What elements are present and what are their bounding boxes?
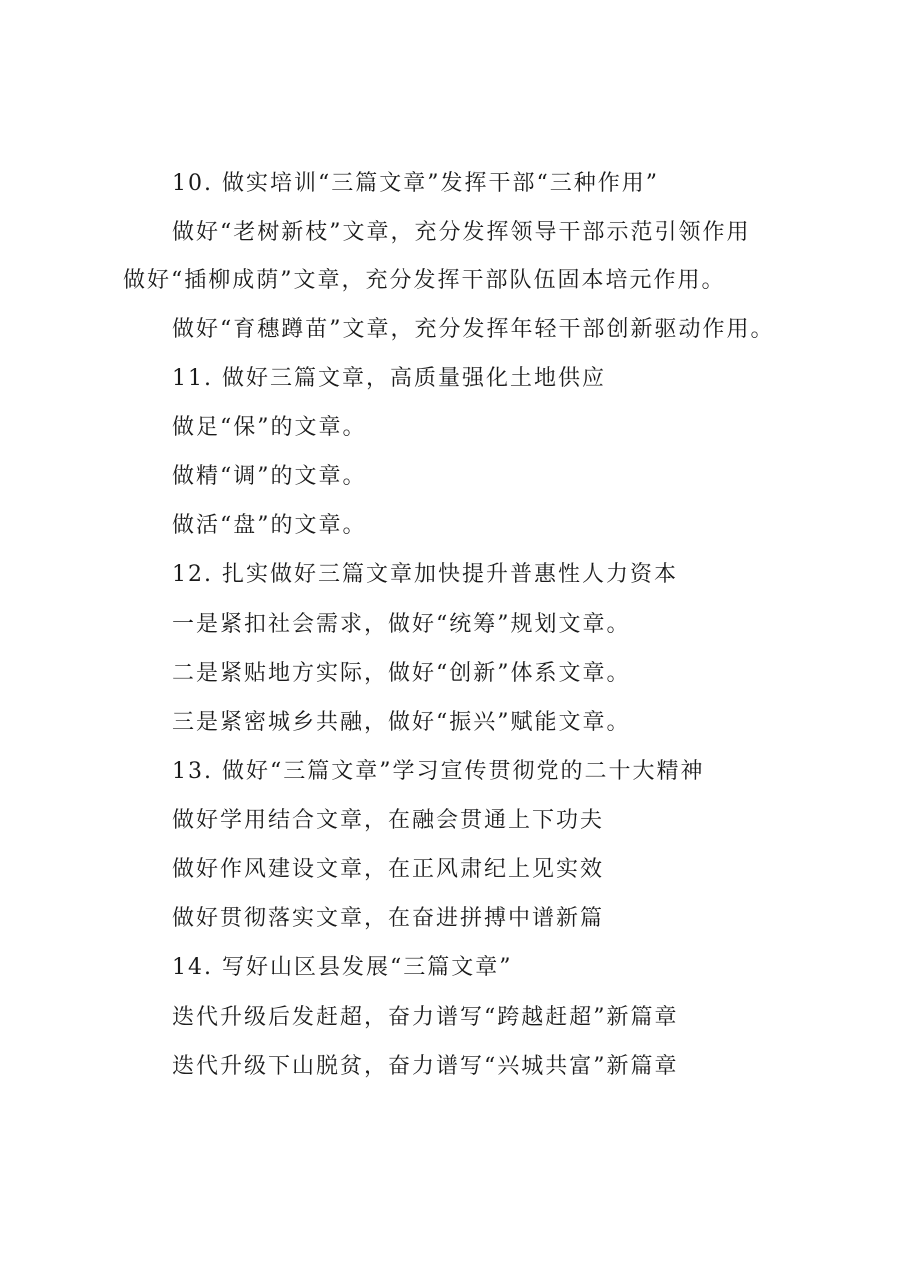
text-line: 做好“老树新枝”文章，充分发挥领导干部示范引领作用	[172, 220, 751, 245]
heading-12: 12. 扎实做好三篇文章加快提升普惠性人力资本	[172, 562, 678, 587]
text-line: 做好作风建设文章，在正风肃纪上见实效	[172, 857, 605, 882]
text-line: 做好“育穗蹲苗”文章，充分发挥年轻干部创新驱动作用。	[172, 317, 775, 342]
text-line: 做活“盘”的文章。	[172, 513, 367, 538]
text-line: 做好“插柳成荫”文章，充分发挥干部队伍固本培元作用。	[123, 268, 726, 293]
text-line: 二是紧贴地方实际，做好“创新”体系文章。	[172, 661, 631, 686]
text-line: 做精“调”的文章。	[172, 464, 367, 489]
text-line: 做足“保”的文章。	[172, 415, 367, 440]
heading-14: 14. 写好山区县发展“三篇文章”	[172, 955, 513, 980]
heading-10: 10. 做实培训“三篇文章”发挥干部“三种作用”	[172, 171, 659, 196]
heading-11: 11. 做好三篇文章，高质量强化土地供应	[172, 366, 606, 391]
text-line: 三是紧密城乡共融，做好“振兴”赋能文章。	[172, 710, 631, 735]
text-line: 迭代升级下山脱贫，奋力谱写“兴城共富”新篇章	[172, 1054, 679, 1079]
text-line: 做好贯彻落实文章，在奋进拼搏中谱新篇	[172, 906, 605, 931]
text-line: 迭代升级后发赶超，奋力谱写“跨越赶超”新篇章	[172, 1005, 679, 1030]
text-line: 做好学用结合文章，在融会贯通上下功夫	[172, 808, 605, 833]
heading-13: 13. 做好“三篇文章”学习宣传贯彻党的二十大精神	[172, 759, 705, 784]
text-line: 一是紧扣社会需求，做好“统筹”规划文章。	[172, 612, 631, 637]
